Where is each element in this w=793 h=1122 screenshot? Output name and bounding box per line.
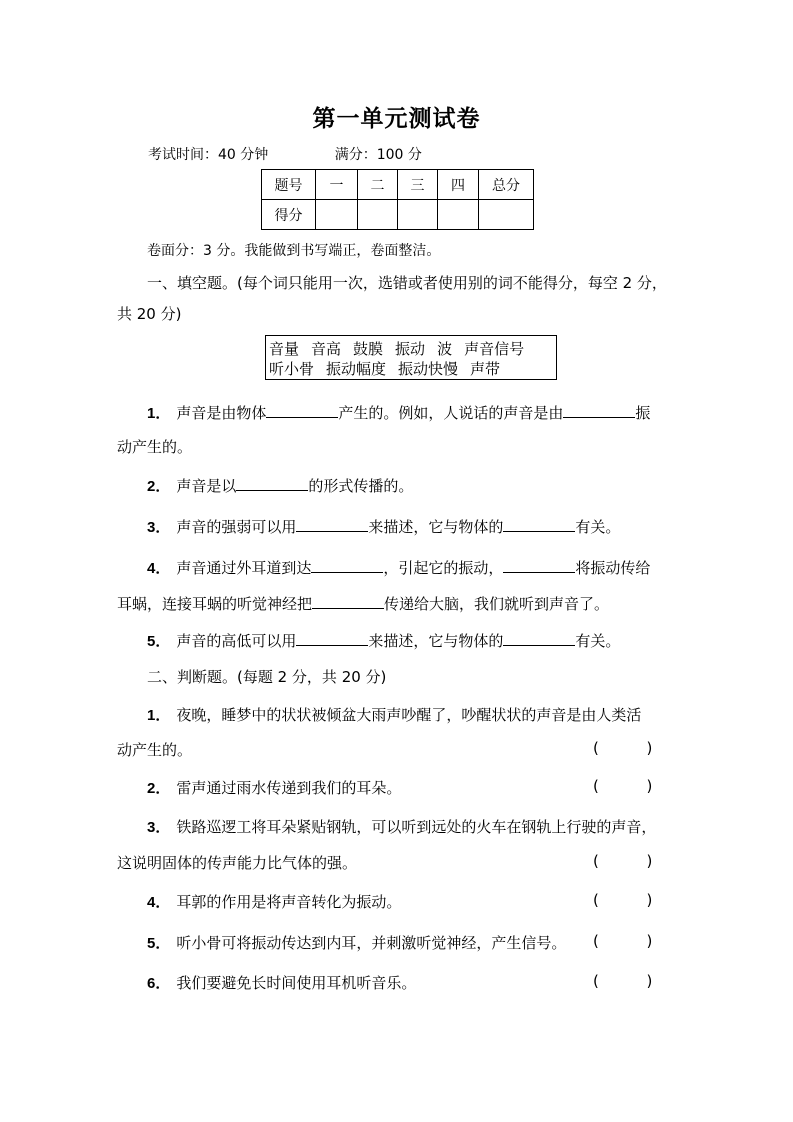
question-text: 声音是以 <box>176 477 237 495</box>
answer-parens[interactable]: ( ) <box>593 932 653 950</box>
judge-question-5 <box>147 932 566 953</box>
question-text: 来描述，它与物体的 <box>368 518 504 536</box>
fill-question-1-cont: 动产生的。 <box>117 438 193 456</box>
word-item: 音高 <box>311 340 342 358</box>
score-row-label: 得分 <box>262 200 316 230</box>
question-text: 振 <box>635 404 651 422</box>
neat-note: 卷面分：3 分。我能做到书写端正，卷面整洁。 <box>147 243 441 259</box>
section1-title-cont: 共 20 分) <box>117 305 182 323</box>
question-text: 耳郭的作用是将声音转化为振动。 <box>176 893 402 911</box>
fill-question-5 <box>147 630 620 651</box>
section1-title: 一、填空题。(每个词只能用一次，选错或者使用别的词不能得分，每空 2 分， <box>147 274 667 292</box>
question-text: 声音的强弱可以用 <box>176 518 297 536</box>
word-item: 振动快慢 <box>398 360 459 378</box>
question-text: 产生的。例如，人说话的声音是由 <box>338 404 564 422</box>
question-number: 4． <box>147 560 171 577</box>
answer-blank[interactable] <box>503 557 575 573</box>
answer-blank[interactable] <box>312 593 384 609</box>
judge-question-1 <box>147 704 641 725</box>
answer-parens[interactable]: ( ) <box>593 972 653 990</box>
score-cell <box>316 200 358 230</box>
word-bank-row <box>269 339 556 359</box>
answer-parens[interactable]: ( ) <box>593 891 653 909</box>
score-cell <box>438 200 479 230</box>
answer-blank[interactable] <box>296 630 368 646</box>
judge-question-3 <box>147 816 656 837</box>
question-number: 2． <box>147 780 171 797</box>
answer-parens[interactable]: ( ) <box>593 739 653 757</box>
fill-question-2 <box>147 475 413 496</box>
question-text: 来描述，它与物体的 <box>368 632 504 650</box>
score-header-cell: 三 <box>398 170 438 200</box>
question-number: 5． <box>147 935 171 952</box>
judge-question-6 <box>147 972 416 993</box>
score-table <box>261 169 534 230</box>
score-cell <box>479 200 534 230</box>
question-number: 5． <box>147 633 171 650</box>
answer-blank[interactable] <box>503 630 575 646</box>
word-bank <box>265 335 557 380</box>
exam-meta <box>148 144 422 164</box>
word-item: 听小骨 <box>269 360 315 378</box>
fill-question-1 <box>147 402 650 423</box>
score-value-row <box>262 200 534 230</box>
fill-question-4-cont <box>117 593 609 614</box>
question-number: 3． <box>147 519 171 536</box>
word-item: 声带 <box>470 360 501 378</box>
word-item: 声音信号 <box>464 340 525 358</box>
score-header-cell: 一 <box>316 170 358 200</box>
answer-parens[interactable]: ( ) <box>593 852 653 870</box>
question-text: 听小骨可将振动传达到内耳，并刺激听觉神经，产生信号。 <box>176 934 567 952</box>
score-header-row <box>262 170 534 200</box>
question-text: 的形式传播的。 <box>308 477 414 495</box>
question-text: 夜晚，睡梦中的状状被倾盆大雨声吵醒了，吵醒状状的声音是由人类活 <box>176 706 642 724</box>
question-text: 声音通过外耳道到达 <box>176 559 312 577</box>
word-item: 音量 <box>269 340 300 358</box>
fill-question-3 <box>147 516 620 537</box>
question-text: 我们要避免长时间使用耳机听音乐。 <box>176 974 417 992</box>
question-number: 1． <box>147 707 171 724</box>
judge-question-4 <box>147 891 401 912</box>
judge-question-1-cont: 动产生的。 <box>117 741 193 759</box>
answer-blank[interactable] <box>311 557 383 573</box>
answer-blank[interactable] <box>236 475 308 491</box>
page-title: 第一单元测试卷 <box>312 105 481 132</box>
question-text: 雷声通过雨水传递到我们的耳朵。 <box>176 779 402 797</box>
word-bank-row <box>269 359 556 379</box>
score-header-cell: 二 <box>358 170 398 200</box>
question-text: 有关。 <box>575 518 621 536</box>
question-text: 铁路巡逻工将耳朵紧贴钢轨，可以听到远处的火车在钢轨上行驶的声音， <box>176 818 657 836</box>
question-text: 声音的高低可以用 <box>176 632 297 650</box>
question-number: 6． <box>147 975 171 992</box>
answer-blank[interactable] <box>266 402 338 418</box>
question-text: 耳蜗，连接耳蜗的听觉神经把 <box>117 595 313 613</box>
score-cell <box>398 200 438 230</box>
question-text: 声音是由物体 <box>176 404 267 422</box>
question-number: 2． <box>147 478 171 495</box>
score-header-cell: 四 <box>438 170 479 200</box>
question-text: 传递给大脑，我们就听到声音了。 <box>384 595 610 613</box>
exam-time: 考试时间：40 分钟 <box>148 147 269 163</box>
full-score: 满分：100 分 <box>334 147 422 163</box>
question-number: 1． <box>147 405 171 422</box>
word-item: 波 <box>437 340 453 358</box>
word-item: 鼓膜 <box>353 340 384 358</box>
question-number: 3． <box>147 819 171 836</box>
word-item: 振动 <box>395 340 426 358</box>
question-text: ，引起它的振动， <box>383 559 504 577</box>
fill-question-4 <box>147 557 650 578</box>
score-header-cell: 总分 <box>479 170 534 200</box>
question-text: 有关。 <box>575 632 621 650</box>
judge-question-2 <box>147 777 401 798</box>
word-item: 振动幅度 <box>326 360 387 378</box>
answer-blank[interactable] <box>503 516 575 532</box>
score-cell <box>358 200 398 230</box>
answer-blank[interactable] <box>563 402 635 418</box>
score-header-cell: 题号 <box>262 170 316 200</box>
answer-blank[interactable] <box>296 516 368 532</box>
section2-title: 二、判断题。(每题 2 分，共 20 分) <box>147 668 387 686</box>
question-text: 将振动传给 <box>575 559 651 577</box>
question-number: 4． <box>147 894 171 911</box>
answer-parens[interactable]: ( ) <box>593 777 653 795</box>
judge-question-3-cont: 这说明固体的传声能力比气体的强。 <box>117 854 358 872</box>
